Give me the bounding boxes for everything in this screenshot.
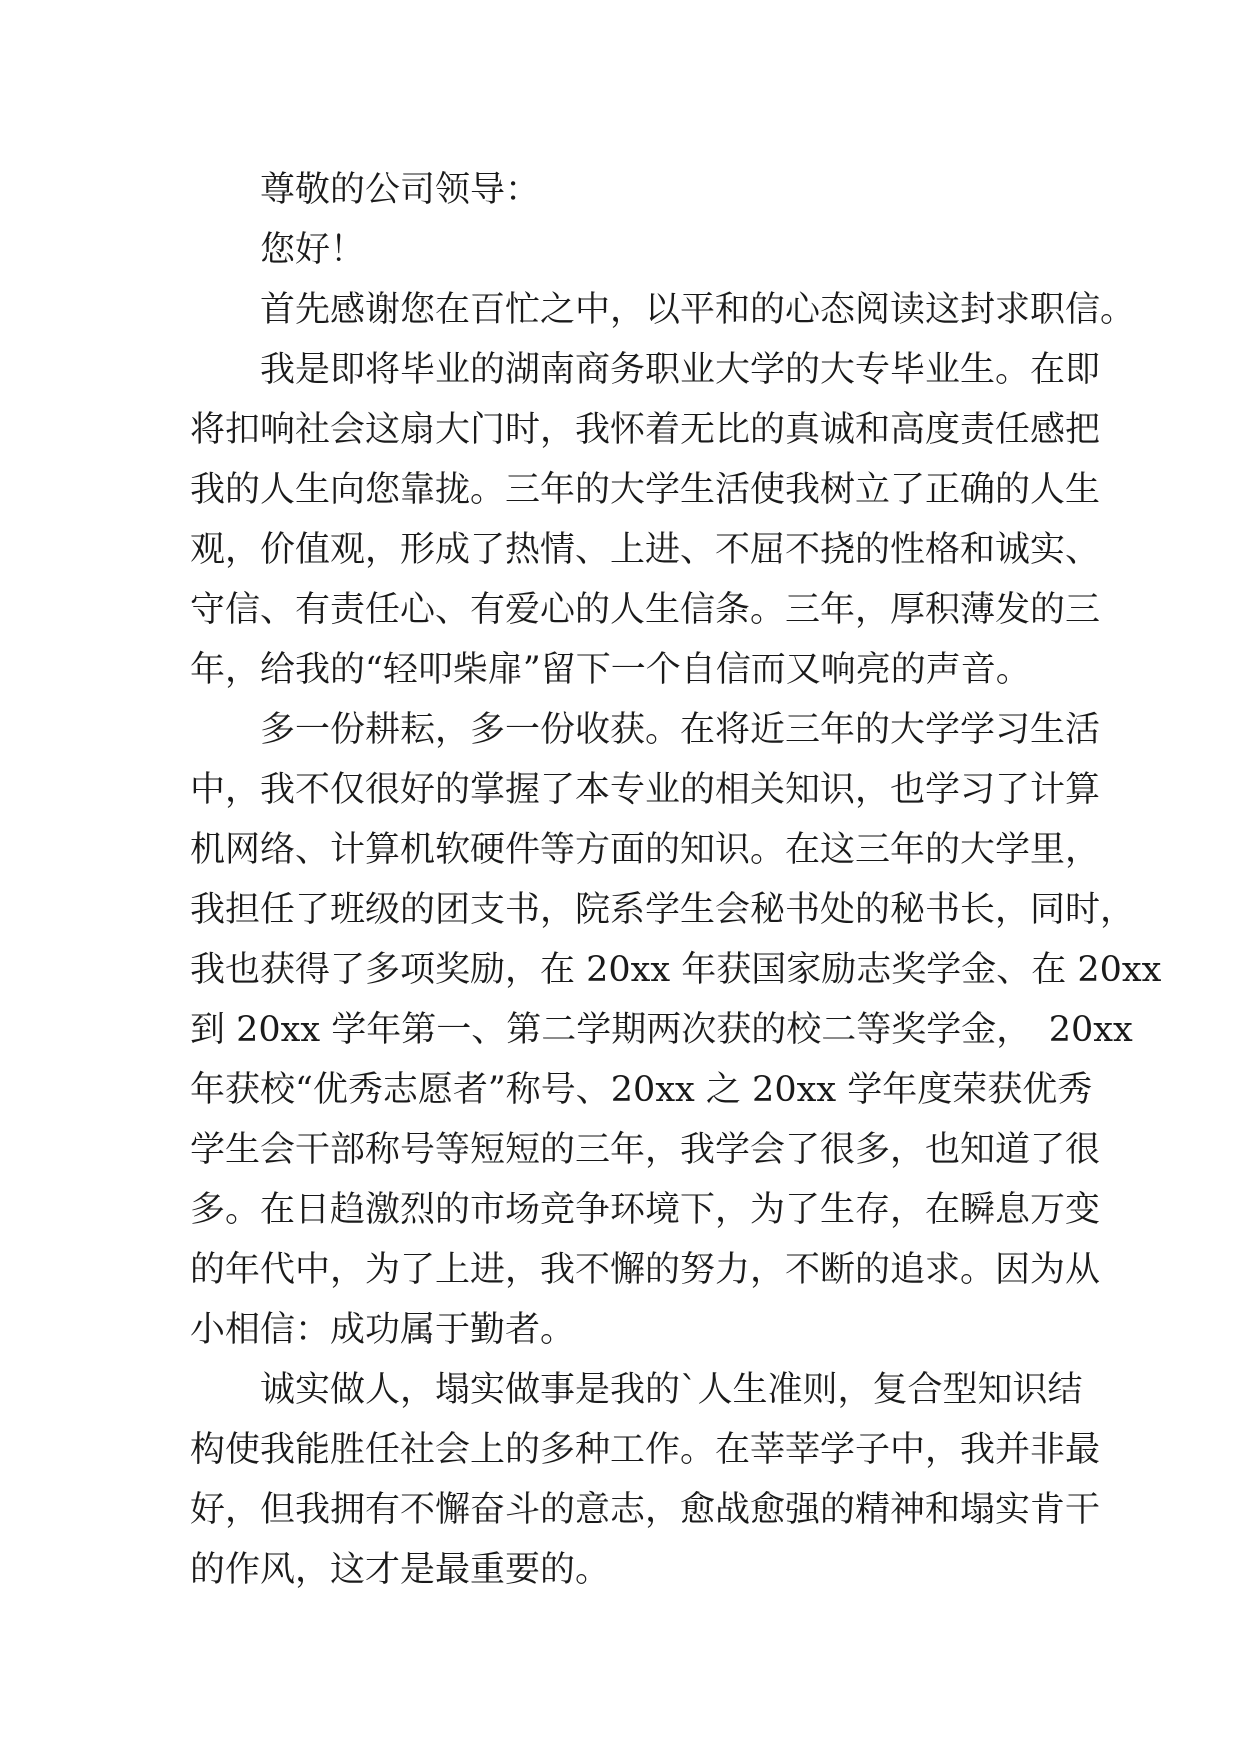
paragraph-2-line-1: 我是即将毕业的湖南商务职业大学的大专毕业生。在即 — [260, 350, 1101, 390]
paragraph-4-line-4: 的作风，这才是最重要的。 — [190, 1550, 611, 1590]
paragraph-3-line-3: 机网络、计算机软硬件等方面的知识。在这三年的大学里， — [190, 830, 1101, 870]
salutation: 尊敬的公司领导： — [260, 170, 541, 210]
paragraph-2-line-6: 年，给我的“轻叩柴扉”留下一个自信而又响亮的声音。 — [190, 650, 1031, 690]
paragraph-3-line-2: 中，我不仅很好的掌握了本专业的相关知识，也学习了计算 — [190, 770, 1101, 810]
paragraph-3-line-1: 多一份耕耘，多一份收获。在将近三年的大学学习生活 — [260, 710, 1101, 750]
paragraph-3-line-11: 小相信：成功属于勤者。 — [190, 1310, 576, 1350]
letter-body — [190, 160, 1162, 1600]
paragraph-4-line-1: 诚实做人，塌实做事是我的`人生准则，复合型知识结 — [260, 1370, 1083, 1410]
paragraph-2-line-4: 观，价值观，形成了热情、上进、不屈不挠的性格和诚实、 — [190, 530, 1101, 570]
greeting: 您好！ — [260, 230, 366, 270]
paragraph-3-line-4: 我担任了班级的团支书，院系学生会秘书处的秘书长，同时， — [190, 890, 1136, 930]
paragraph-3-line-7: 年获校“优秀志愿者”称号、20xx 之 20xx 学年度荣获优秀 — [190, 1070, 1093, 1110]
paragraph-2-line-5: 守信、有责任心、有爱心的人生信条。三年，厚积薄发的三 — [190, 590, 1101, 630]
paragraph-2-line-2: 将扣响社会这扇大门时，我怀着无比的真诚和高度责任感把 — [190, 410, 1101, 450]
paragraph-1-line-1: 首先感谢您在百忙之中，以平和的心态阅读这封求职信。 — [260, 290, 1136, 330]
paragraph-4-line-2: 构使我能胜任社会上的多种工作。在莘莘学子中，我并非最 — [190, 1430, 1101, 1470]
paragraph-3-line-9: 多。在日趋激烈的市场竞争环境下，为了生存，在瞬息万变 — [190, 1190, 1101, 1230]
paragraph-3-line-6: 到 20xx 学年第一、第二学期两次获的校二等奖学金， 20xx — [190, 1010, 1133, 1050]
paragraph-2-line-3: 我的人生向您靠拢。三年的大学生活使我树立了正确的人生 — [190, 470, 1101, 510]
paragraph-3-line-5: 我也获得了多项奖励，在 20xx 年获国家励志奖学金、在 20xx — [190, 950, 1162, 990]
paragraph-3-line-10: 的年代中，为了上进，我不懈的努力，不断的追求。因为从 — [190, 1250, 1101, 1290]
paragraph-3-line-8: 学生会干部称号等短短的三年，我学会了很多，也知道了很 — [190, 1130, 1101, 1170]
paragraph-4-line-3: 好，但我拥有不懈奋斗的意志，愈战愈强的精神和塌实肯干 — [190, 1490, 1101, 1530]
